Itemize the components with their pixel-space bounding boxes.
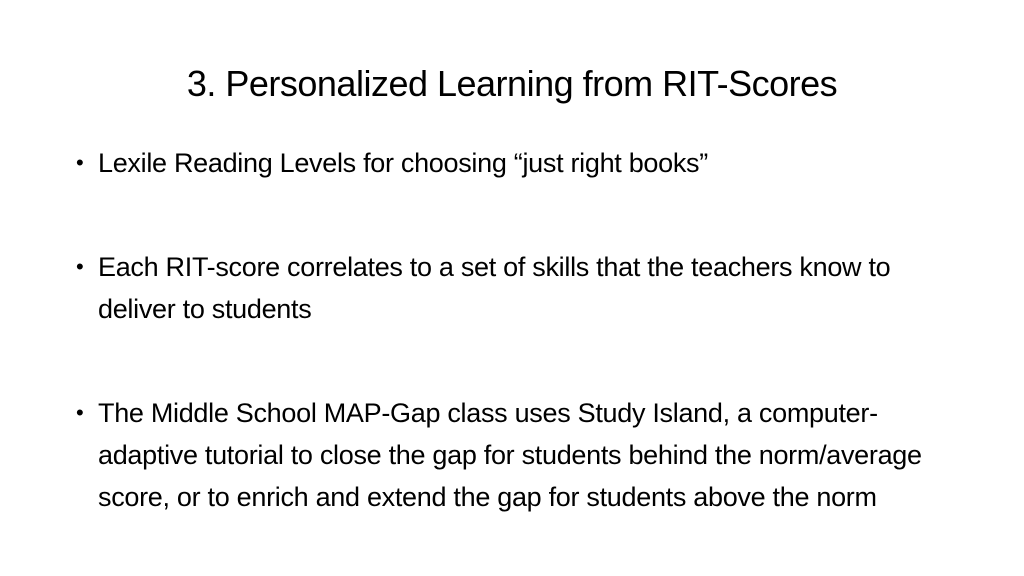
bullet-item [74, 392, 954, 518]
bullet-text: The Middle School MAP-Gap class uses Study Island, a computer-adaptive tutorial to close the gap for students behind the norm/average score, or to enrich and extend the gap for students above the norm [98, 398, 922, 512]
bullet-text: Lexile Reading Levels for choosing “just right books” [98, 148, 708, 178]
slide-title: 3. Personalized Learning from RIT-Scores [186, 63, 838, 104]
bullet-marker: • [76, 254, 84, 279]
bullet-list [74, 142, 954, 518]
bullet-text: Each RIT-score correlates to a set of skills that the teachers know to deliver to students [98, 252, 891, 324]
bullet-item [74, 246, 954, 330]
bullet-marker: • [76, 400, 84, 425]
bullet-marker: • [76, 150, 84, 175]
bullet-item [74, 142, 954, 184]
